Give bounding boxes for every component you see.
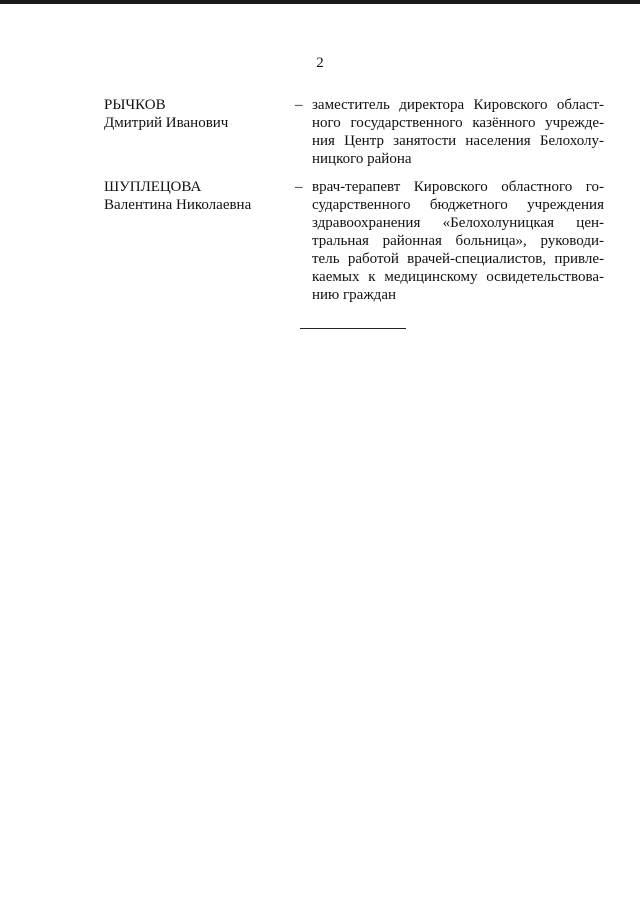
member-name bbox=[104, 96, 284, 132]
entry-dash: – bbox=[295, 97, 303, 113]
description-line: нию граждан bbox=[312, 287, 397, 303]
description-line: ницкого района bbox=[312, 151, 412, 167]
member-surname: ШУПЛЕЦОВА bbox=[104, 179, 202, 195]
description-line: ния Центр занятости населения Белохолу- bbox=[312, 133, 604, 149]
member-given-names: Дмитрий Иванович bbox=[104, 115, 229, 131]
member-surname: РЫЧКОВ bbox=[104, 97, 166, 113]
description-line: ного государственного казённого учрежде- bbox=[312, 115, 604, 131]
member-description bbox=[312, 178, 604, 304]
description-line: каемых к медицинскому освидетельствова- bbox=[312, 269, 604, 285]
description-line: заместитель директора Кировского област- bbox=[312, 97, 604, 113]
end-of-list-rule bbox=[300, 328, 406, 329]
entry-dash: – bbox=[295, 179, 303, 195]
description-line: тральная районная больница», руководи- bbox=[312, 233, 604, 249]
page-number: 2 bbox=[316, 55, 324, 71]
description-line: здравоохранения «Белохолуницкая цен- bbox=[312, 215, 604, 231]
description-line: сударственного бюджетного учреждения bbox=[312, 197, 604, 213]
description-line: тель работой врачей-специалистов, привле- bbox=[312, 251, 604, 267]
member-given-names: Валентина Николаевна bbox=[104, 197, 252, 213]
member-name bbox=[104, 178, 284, 214]
member-description bbox=[312, 96, 604, 168]
top-border-line bbox=[0, 0, 640, 4]
description-line: врач-терапевт Кировского областного го- bbox=[312, 179, 604, 195]
